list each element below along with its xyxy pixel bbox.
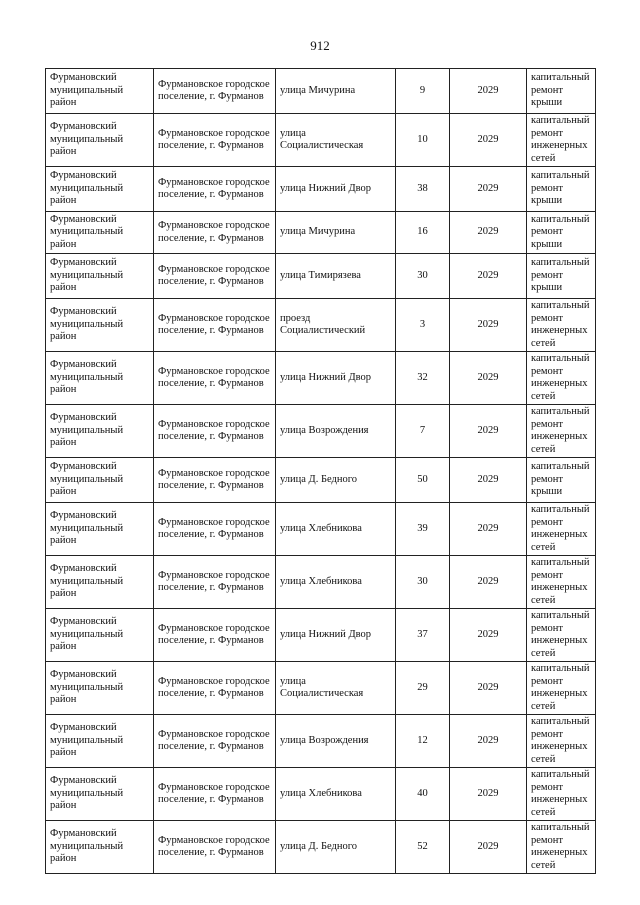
- table-row: [46, 503, 596, 556]
- settlement-cell: Фурмановское городское поселение, г. Фурманов: [154, 458, 276, 503]
- settlement-cell: Фурмановское городское поселение, г. Фурманов: [154, 768, 276, 821]
- house-number-cell: 50: [396, 458, 450, 503]
- work-type-cell: капитальный ремонт инженерных сетей: [527, 405, 596, 458]
- street-cell: улица Тимирязева: [276, 254, 396, 299]
- work-type-cell: капитальный ремонт инженерных сетей: [527, 715, 596, 768]
- year-cell: 2029: [450, 458, 527, 503]
- street-cell: улица Хлебникова: [276, 556, 396, 609]
- work-type-cell: капитальный ремонт крыши: [527, 254, 596, 299]
- district-cell: Фурмановский муниципальный район: [46, 299, 154, 352]
- settlement-cell: Фурмановское городское поселение, г. Фурманов: [154, 715, 276, 768]
- district-cell: Фурмановский муниципальный район: [46, 715, 154, 768]
- house-number-cell: 7: [396, 405, 450, 458]
- year-cell: 2029: [450, 503, 527, 556]
- table-row: [46, 821, 596, 874]
- house-number-cell: 38: [396, 167, 450, 212]
- work-type-cell: капитальный ремонт инженерных сетей: [527, 114, 596, 167]
- settlement-cell: Фурмановское городское поселение, г. Фурманов: [154, 821, 276, 874]
- table-row: [46, 352, 596, 405]
- year-cell: 2029: [450, 254, 527, 299]
- settlement-cell: Фурмановское городское поселение, г. Фурманов: [154, 254, 276, 299]
- district-cell: Фурмановский муниципальный район: [46, 458, 154, 503]
- house-number-cell: 30: [396, 556, 450, 609]
- house-number-cell: 10: [396, 114, 450, 167]
- house-number-cell: 32: [396, 352, 450, 405]
- district-cell: Фурмановский муниципальный район: [46, 662, 154, 715]
- settlement-cell: Фурмановское городское поселение, г. Фурманов: [154, 167, 276, 212]
- house-number-cell: 39: [396, 503, 450, 556]
- house-number-cell: 40: [396, 768, 450, 821]
- district-cell: Фурмановский муниципальный район: [46, 768, 154, 821]
- street-cell: улица Нижний Двор: [276, 609, 396, 662]
- year-cell: 2029: [450, 69, 527, 114]
- district-cell: Фурмановский муниципальный район: [46, 254, 154, 299]
- house-number-cell: 37: [396, 609, 450, 662]
- work-type-cell: капитальный ремонт инженерных сетей: [527, 662, 596, 715]
- street-cell: улица Мичурина: [276, 212, 396, 254]
- street-cell: улица Социалистическая: [276, 662, 396, 715]
- house-number-cell: 30: [396, 254, 450, 299]
- settlement-cell: Фурмановское городское поселение, г. Фурманов: [154, 503, 276, 556]
- district-cell: Фурмановский муниципальный район: [46, 114, 154, 167]
- year-cell: 2029: [450, 715, 527, 768]
- district-cell: Фурмановский муниципальный район: [46, 212, 154, 254]
- work-type-cell: капитальный ремонт инженерных сетей: [527, 609, 596, 662]
- district-cell: Фурмановский муниципальный район: [46, 609, 154, 662]
- table-row: [46, 405, 596, 458]
- street-cell: улица Мичурина: [276, 69, 396, 114]
- house-number-cell: 12: [396, 715, 450, 768]
- settlement-cell: Фурмановское городское поселение, г. Фурманов: [154, 556, 276, 609]
- work-type-cell: капитальный ремонт инженерных сетей: [527, 352, 596, 405]
- page-number: 912: [310, 38, 330, 53]
- year-cell: 2029: [450, 114, 527, 167]
- table-row: [46, 212, 596, 254]
- district-cell: Фурмановский муниципальный район: [46, 821, 154, 874]
- settlement-cell: Фурмановское городское поселение, г. Фурманов: [154, 405, 276, 458]
- work-type-cell: капитальный ремонт инженерных сетей: [527, 768, 596, 821]
- year-cell: 2029: [450, 405, 527, 458]
- street-cell: улица Хлебникова: [276, 768, 396, 821]
- table-row: [46, 114, 596, 167]
- district-cell: Фурмановский муниципальный район: [46, 352, 154, 405]
- street-cell: улица Д. Бедного: [276, 821, 396, 874]
- table-row: [46, 662, 596, 715]
- settlement-cell: Фурмановское городское поселение, г. Фурманов: [154, 662, 276, 715]
- table-row: [46, 254, 596, 299]
- table-row: [46, 715, 596, 768]
- table-body: [46, 69, 596, 874]
- table-row: [46, 556, 596, 609]
- settlement-cell: Фурмановское городское поселение, г. Фурманов: [154, 299, 276, 352]
- year-cell: 2029: [450, 821, 527, 874]
- repair-schedule-table: [45, 68, 596, 874]
- settlement-cell: Фурмановское городское поселение, г. Фурманов: [154, 69, 276, 114]
- street-cell: улица Д. Бедного: [276, 458, 396, 503]
- settlement-cell: Фурмановское городское поселение, г. Фурманов: [154, 609, 276, 662]
- year-cell: 2029: [450, 299, 527, 352]
- street-cell: улица Хлебникова: [276, 503, 396, 556]
- work-type-cell: капитальный ремонт инженерных сетей: [527, 503, 596, 556]
- year-cell: 2029: [450, 768, 527, 821]
- house-number-cell: 52: [396, 821, 450, 874]
- work-type-cell: капитальный ремонт крыши: [527, 167, 596, 212]
- district-cell: Фурмановский муниципальный район: [46, 556, 154, 609]
- table-row: [46, 69, 596, 114]
- street-cell: улица Нижний Двор: [276, 167, 396, 212]
- house-number-cell: 9: [396, 69, 450, 114]
- district-cell: Фурмановский муниципальный район: [46, 503, 154, 556]
- year-cell: 2029: [450, 167, 527, 212]
- house-number-cell: 16: [396, 212, 450, 254]
- table-row: [46, 768, 596, 821]
- district-cell: Фурмановский муниципальный район: [46, 167, 154, 212]
- work-type-cell: капитальный ремонт крыши: [527, 212, 596, 254]
- house-number-cell: 29: [396, 662, 450, 715]
- work-type-cell: капитальный ремонт инженерных сетей: [527, 299, 596, 352]
- house-number-cell: 3: [396, 299, 450, 352]
- table-row: [46, 167, 596, 212]
- work-type-cell: капитальный ремонт крыши: [527, 458, 596, 503]
- work-type-cell: капитальный ремонт инженерных сетей: [527, 821, 596, 874]
- street-cell: проезд Социалистический: [276, 299, 396, 352]
- year-cell: 2029: [450, 352, 527, 405]
- table-row: [46, 458, 596, 503]
- work-type-cell: капитальный ремонт инженерных сетей: [527, 556, 596, 609]
- district-cell: Фурмановский муниципальный район: [46, 69, 154, 114]
- street-cell: улица Социалистическая: [276, 114, 396, 167]
- year-cell: 2029: [450, 212, 527, 254]
- year-cell: 2029: [450, 662, 527, 715]
- street-cell: улица Возрождения: [276, 405, 396, 458]
- settlement-cell: Фурмановское городское поселение, г. Фурманов: [154, 352, 276, 405]
- table-row: [46, 609, 596, 662]
- year-cell: 2029: [450, 556, 527, 609]
- street-cell: улица Нижний Двор: [276, 352, 396, 405]
- year-cell: 2029: [450, 609, 527, 662]
- street-cell: улица Возрождения: [276, 715, 396, 768]
- work-type-cell: капитальный ремонт крыши: [527, 69, 596, 114]
- district-cell: Фурмановский муниципальный район: [46, 405, 154, 458]
- settlement-cell: Фурмановское городское поселение, г. Фурманов: [154, 114, 276, 167]
- table-row: [46, 299, 596, 352]
- settlement-cell: Фурмановское городское поселение, г. Фурманов: [154, 212, 276, 254]
